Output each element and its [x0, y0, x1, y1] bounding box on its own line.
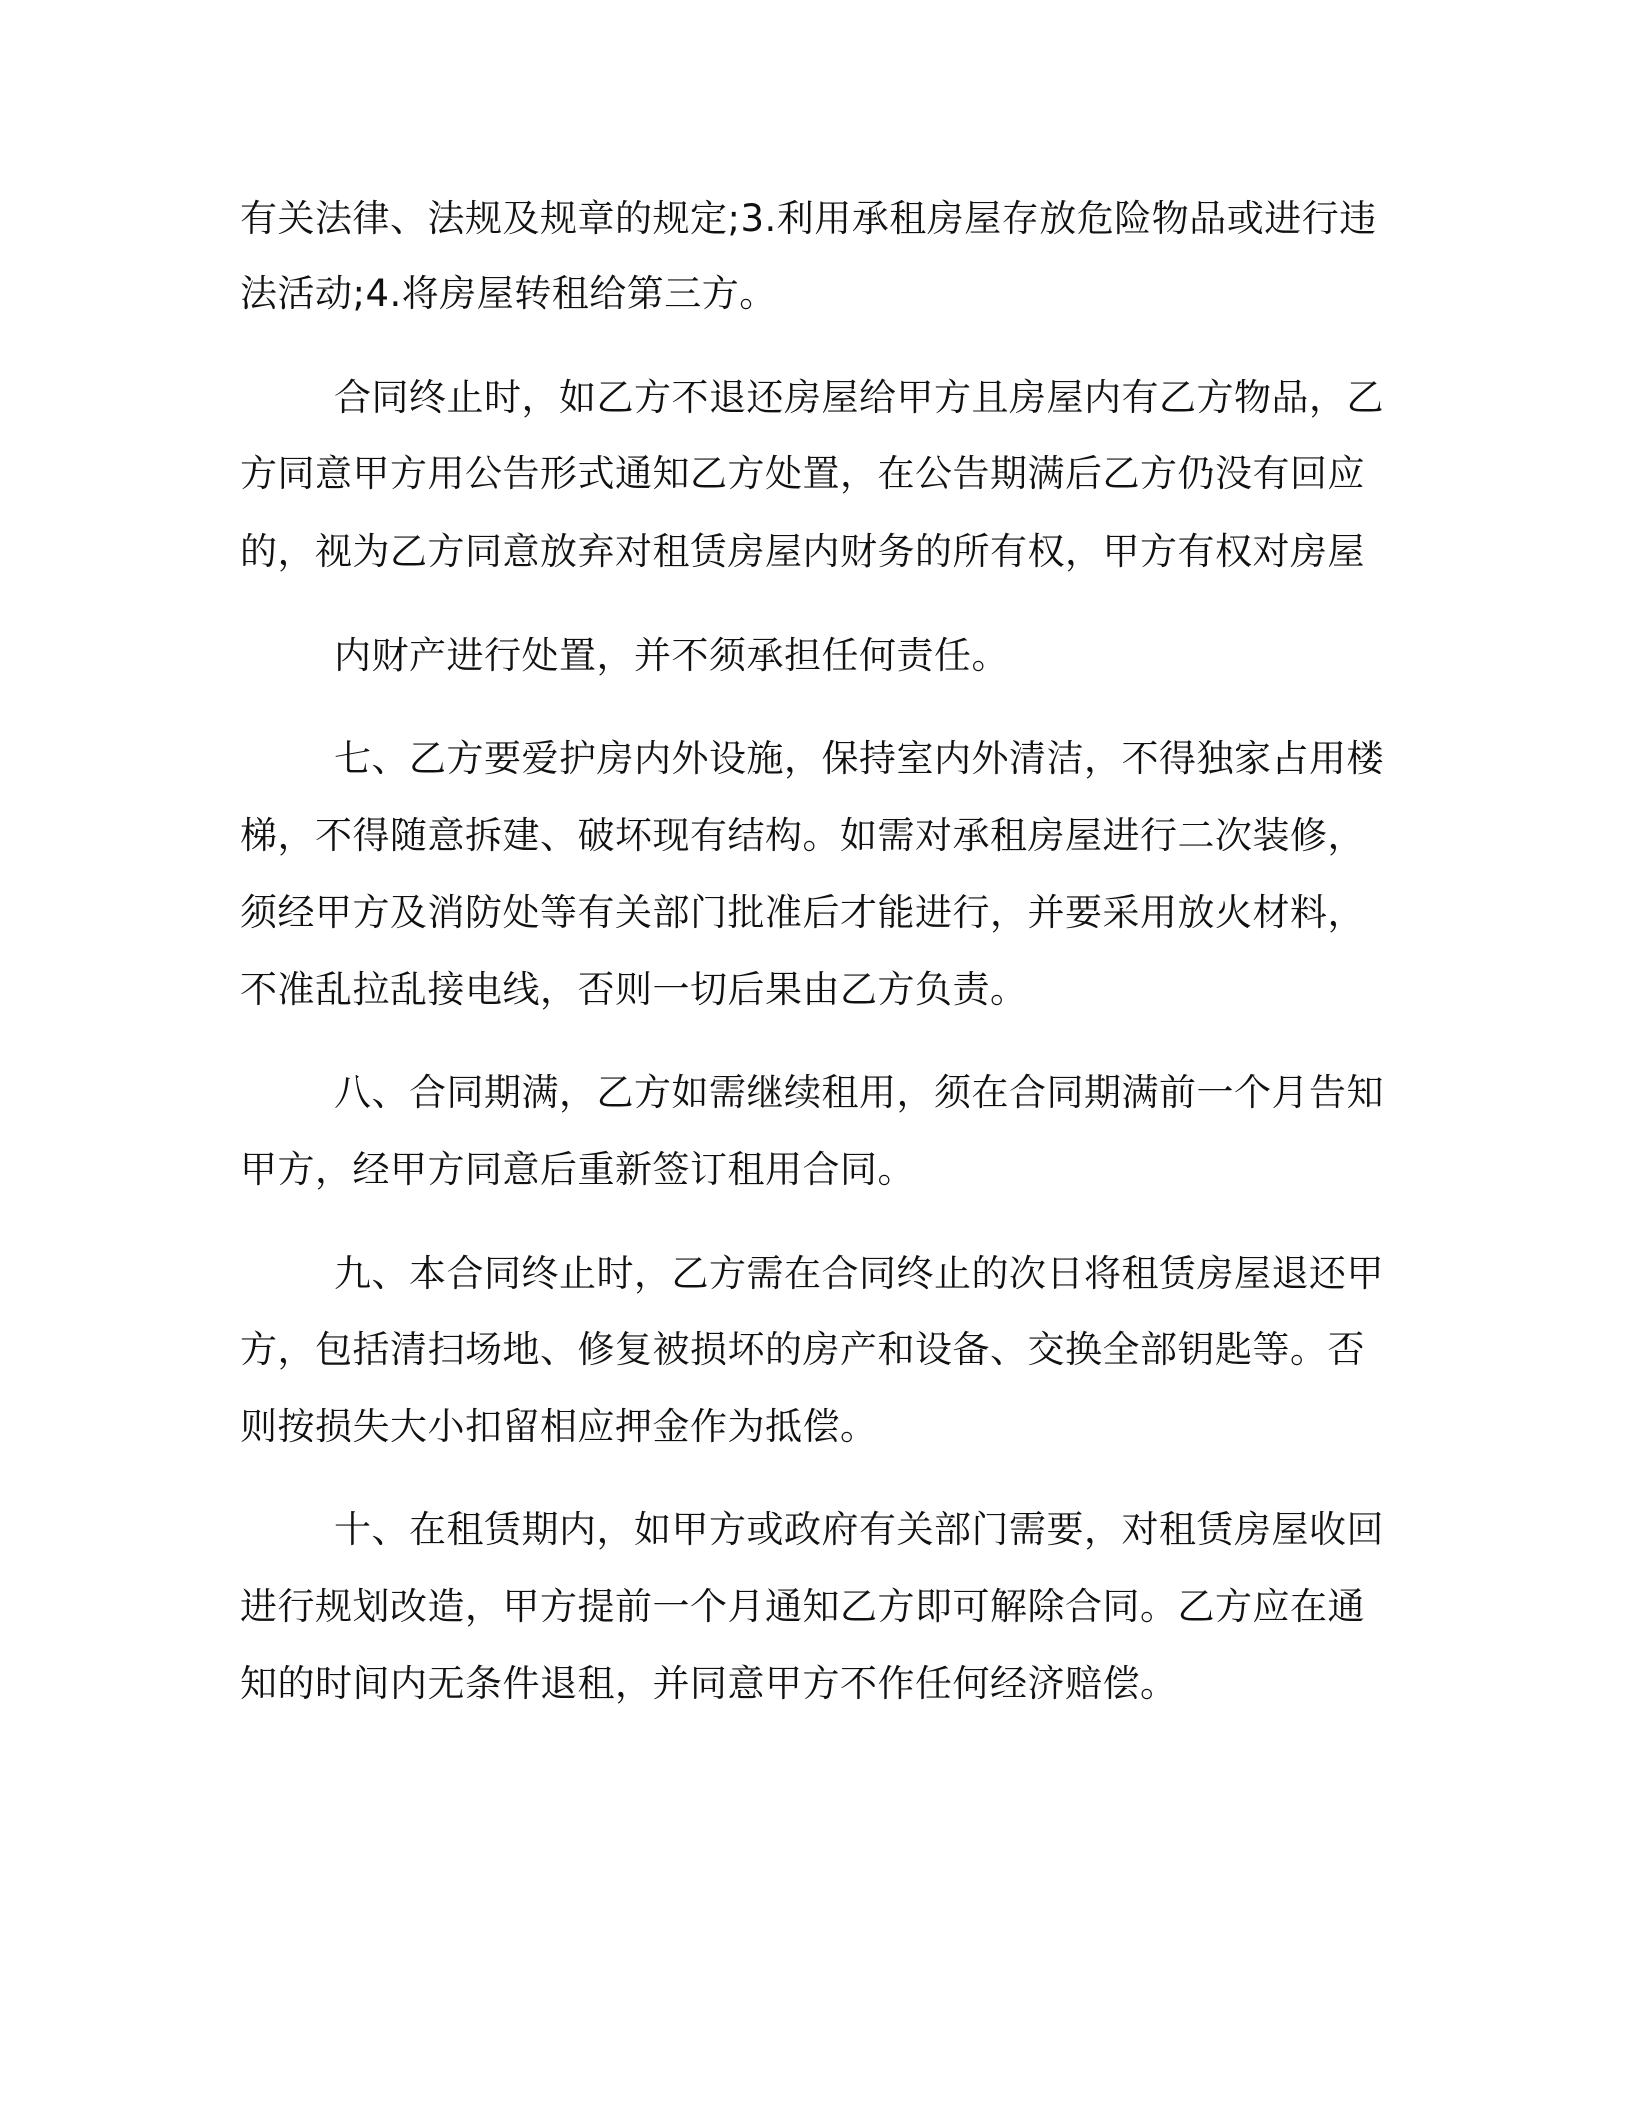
paragraph-first-line: 八、合同期满，乙方如需继续租用，须在合同期满前一个月告知 — [334, 1071, 1384, 1114]
text-line: 梯，不得随意拆建、破坏现有结构。如需对承租房屋进行二次装修， — [240, 814, 1365, 857]
paragraph-first-line: 七、乙方要爱护房内外设施，保持室内外清洁，不得独家占用楼 — [334, 737, 1384, 780]
paragraph-first-line: 合同终止时，如乙方不退还房屋给甲方且房屋内有乙方物品，乙 — [334, 376, 1384, 419]
text-line: 方同意甲方用公告形式通知乙方处置，在公告期满后乙方仍没有回应 — [240, 452, 1365, 495]
text-line: 则按损失大小扣留相应押金作为抵偿。 — [240, 1405, 878, 1448]
text-line: 甲方，经甲方同意后重新签订租用合同。 — [240, 1148, 915, 1191]
paragraph-first-line: 内财产进行处置，并不须承担任何责任。 — [334, 634, 1009, 677]
text-line: 有关法律、法规及规章的规定;3.利用承租房屋存放危险物品或进行违 — [240, 197, 1377, 240]
text-line: 方，包括清扫场地、修复被损坏的房产和设备、交换全部钥匙等。否 — [240, 1328, 1365, 1371]
text-line: 须经甲方及消防处等有关部门批准后才能进行，并要采用放火材料， — [240, 891, 1365, 934]
text-line: 知的时间内无条件退租，并同意甲方不作任何经济赔偿。 — [240, 1662, 1178, 1705]
text-line: 法活动;4.将房屋转租给第三方。 — [240, 272, 777, 315]
text-line: 的，视为乙方同意放弃对租赁房屋内财务的所有权，甲方有权对房屋 — [240, 530, 1365, 573]
text-line: 不准乱拉乱接电线，否则一切后果由乙方负责。 — [240, 968, 1028, 1011]
paragraph-first-line: 九、本合同终止时，乙方需在合同终止的次日将租赁房屋退还甲 — [334, 1252, 1384, 1295]
text-line: 进行规划改造，甲方提前一个月通知乙方即可解除合同。乙方应在通 — [240, 1585, 1365, 1628]
paragraph-first-line: 十、在租赁期内，如甲方或政府有关部门需要，对租赁房屋收回 — [334, 1508, 1384, 1551]
